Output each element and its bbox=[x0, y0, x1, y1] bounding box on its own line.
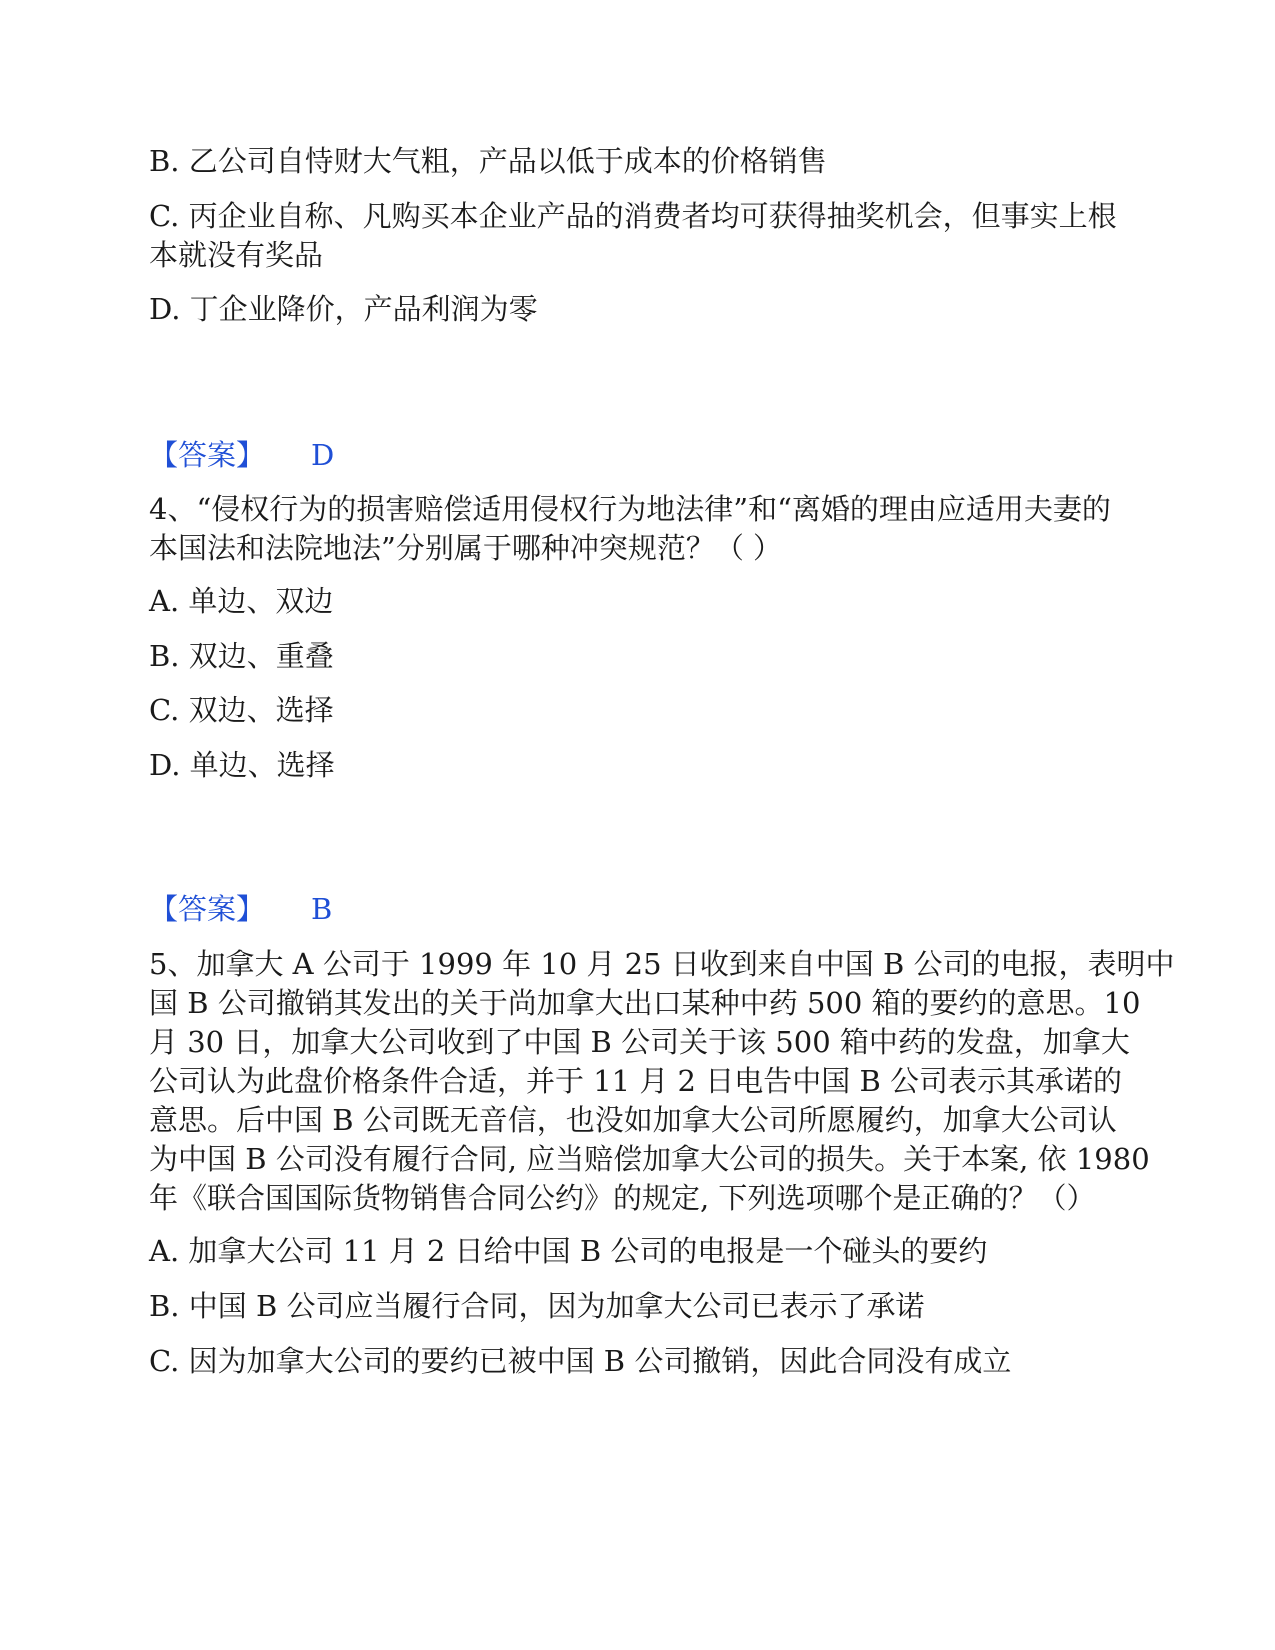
q5-option-b: B. 中国 B 公司应当履行合同，因为加拿大公司已表示了承诺 bbox=[149, 1289, 925, 1323]
q4-answer bbox=[149, 889, 1149, 929]
q3-option-b: B. 乙公司自恃财大气粗，产品以低于成本的价格销售 bbox=[149, 144, 827, 178]
q5-stem-line6: 为中国 B 公司没有履行合同, 应当赔偿加拿大公司的损失。关于本案, 依 1980 bbox=[149, 1142, 1150, 1176]
answer-label: 【答案】 bbox=[149, 438, 266, 472]
q5-stem-line3: 月 30 日，加拿大公司收到了中国 B 公司关于该 500 箱中药的发盘，加拿大 bbox=[149, 1025, 1130, 1059]
q4-stem-line1: 4、“侵权行为的损害赔偿适用侵权行为地法律”和“离婚的理由应适用夫妻的 bbox=[149, 492, 1111, 526]
q3-option-c-line1: C. 丙企业自称、凡购买本企业产品的消费者均可获得抽奖机会，但事实上根 bbox=[149, 199, 1117, 233]
q4-option-b: B. 双边、重叠 bbox=[149, 639, 334, 673]
q5-stem-line2: 国 B 公司撤销其发出的关于尚加拿大出口某种中药 500 箱的要约的意思。10 bbox=[149, 986, 1141, 1020]
answer-label: 【答案】 bbox=[149, 892, 266, 926]
q5-stem-line7: 年《联合国国际货物销售合同公约》的规定, 下列选项哪个是正确的？（） bbox=[149, 1181, 1096, 1215]
q3-option-d: D. 丁企业降价，产品利润为零 bbox=[149, 292, 538, 326]
q5-stem-line4: 公司认为此盘价格条件合适，并于 11 月 2 日电告中国 B 公司表示其承诺的 bbox=[149, 1064, 1122, 1098]
answer-value: D bbox=[311, 438, 335, 472]
q4-option-c: C. 双边、选择 bbox=[149, 693, 334, 727]
q5-stem-line1: 5、加拿大 A 公司于 1999 年 10 月 25 日收到来自中国 B 公司的电报，表明中 bbox=[149, 947, 1175, 981]
q4-option-d: D. 单边、选择 bbox=[149, 748, 335, 782]
q4-option-a: A. 单边、双边 bbox=[149, 584, 334, 618]
q3-option-c-line2: 本就没有奖品 bbox=[149, 238, 324, 272]
q5-option-a: A. 加拿大公司 11 月 2 日给中国 B 公司的电报是一个碰头的要约 bbox=[149, 1234, 988, 1268]
answer-value: B bbox=[311, 892, 333, 926]
q3-answer bbox=[149, 435, 1149, 475]
q4-stem-line2: 本国法和法院地法”分别属于哪种冲突规范？（ ） bbox=[149, 531, 783, 565]
q5-option-c: C. 因为加拿大公司的要约已被中国 B 公司撤销，因此合同没有成立 bbox=[149, 1344, 1012, 1378]
q5-stem-line5: 意思。后中国 B 公司既无音信，也没如加拿大公司所愿履约，加拿大公司认 bbox=[149, 1103, 1117, 1137]
